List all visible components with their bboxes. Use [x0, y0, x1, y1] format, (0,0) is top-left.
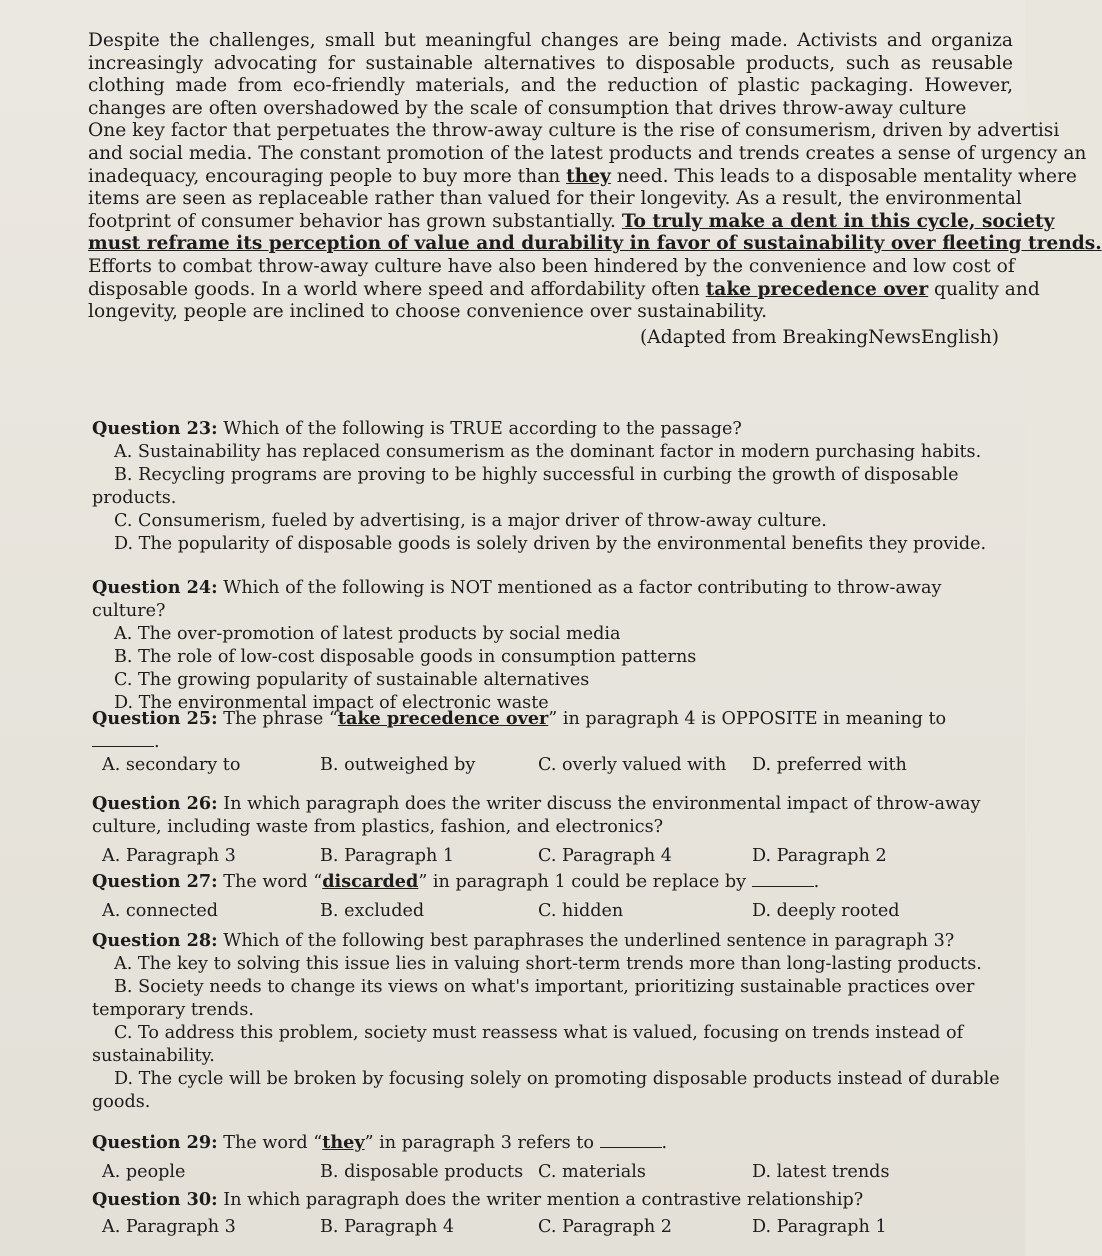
question-label: Question 27:	[92, 871, 218, 892]
question-23	[92, 417, 1007, 556]
answer-blank[interactable]	[600, 1133, 662, 1148]
option-b-continued: products.	[92, 488, 177, 508]
underlined-sentence: must reframe its perception of value and durability in favor of sustainability over fleeting trends.	[88, 233, 1102, 255]
question-29	[92, 1131, 1007, 1184]
option-a[interactable]: A. people	[102, 1162, 186, 1182]
underlined-sentence: To truly make a dent in this cycle, society	[621, 210, 1055, 232]
passage-text: inadequacy, encouraging people to buy more than	[88, 165, 561, 187]
passage-line: and social media. The constant promotion of the latest products and trends creates a sense of urgency an	[88, 142, 1087, 164]
question-label: Question 23:	[92, 418, 218, 439]
question-label: Question 29:	[92, 1132, 218, 1153]
option-b[interactable]: B. Paragraph 1	[320, 846, 455, 866]
option-c-continued: sustainability.	[92, 1046, 215, 1066]
option-d[interactable]: D. Paragraph 1	[752, 1217, 887, 1237]
question-24	[92, 576, 1007, 715]
option-a[interactable]: A. connected	[102, 901, 219, 921]
option-b[interactable]: B. The role of low-cost disposable goods in consumption patterns	[114, 647, 697, 667]
option-d[interactable]: D. deeply rooted	[752, 901, 900, 921]
question-label: Question 24:	[92, 577, 218, 598]
question-text: Which of the following best paraphrases the underlined sentence in paragraph 3?	[223, 931, 955, 951]
passage-line: items are seen as replaceable rather than valued for their longevity. As a result, the environmental	[88, 188, 1022, 210]
passage-line: increasingly advocating for sustainable alternatives to disposable products, such as reusable	[88, 52, 1013, 74]
passage-text: need. This leads to a disposable mentality where	[610, 165, 1077, 187]
question-text: In which paragraph does the writer discuss the environmental impact of throw-away	[223, 794, 981, 814]
passage-text: disposable goods. In a world where speed and affordability often	[88, 278, 706, 300]
option-b-continued: temporary trends.	[92, 1000, 254, 1020]
passage-line: clothing made from eco-friendly materials, and the reduction of plastic packaging. However,	[88, 75, 1013, 97]
option-b[interactable]: B. outweighed by	[320, 755, 476, 775]
question-text: Which of the following is TRUE according to the passage?	[223, 419, 742, 439]
question-label: Question 30:	[92, 1189, 218, 1210]
question-text-continued: culture, including waste from plastics, fashion, and electronics?	[92, 817, 664, 837]
target-phrase: take precedence over	[337, 708, 549, 729]
question-label: Question 25:	[92, 708, 218, 729]
option-c[interactable]: C. Paragraph 4	[538, 846, 672, 866]
option-a[interactable]: A. secondary to	[102, 755, 241, 775]
question-text: The word “	[223, 1133, 323, 1153]
question-30	[92, 1188, 1007, 1239]
option-c[interactable]: C. Consumerism, fueled by advertising, is a major driver of throw-away culture.	[114, 511, 827, 531]
reading-passage	[88, 30, 1102, 350]
option-c[interactable]: C. The growing popularity of sustainable alternatives	[114, 670, 590, 690]
question-label: Question 26:	[92, 793, 218, 814]
option-d[interactable]: D. The cycle will be broken by focusing solely on promoting disposable products instead of durable	[114, 1069, 1000, 1089]
question-text: Which of the following is NOT mentioned as a factor contributing to throw-away culture?	[92, 578, 942, 621]
passage-line: Efforts to combat throw-away culture have also been hindered by the convenience and low cost of	[88, 255, 1015, 277]
answer-blank[interactable]	[752, 872, 814, 887]
question-28	[92, 929, 1007, 1114]
passage-text: quality and	[928, 278, 1040, 300]
option-c[interactable]: C. materials	[538, 1162, 646, 1182]
option-b[interactable]: B. Recycling programs are proving to be highly successful in curbing the growth of disposable	[114, 465, 959, 485]
blank-period: .	[813, 872, 820, 892]
option-d[interactable]: D. Paragraph 2	[752, 846, 887, 866]
underlined-phrase: take precedence over	[705, 278, 929, 300]
passage-text: footprint of consumer behavior has grown substantially.	[88, 210, 622, 232]
question-text: The word “	[223, 872, 323, 892]
option-a[interactable]: A. The key to solving this issue lies in valuing short-term trends more than long-lasting products.	[114, 954, 982, 974]
option-d[interactable]: D. preferred with	[752, 755, 907, 775]
passage-line: Despite the challenges, small but meaningful changes are being made. Activists and organiza	[88, 30, 1013, 51]
answer-blank[interactable]	[92, 732, 154, 747]
option-c[interactable]: C. Paragraph 2	[538, 1217, 672, 1237]
target-word: discarded	[322, 871, 419, 892]
question-text: ” in paragraph 1 could be replace by	[418, 872, 747, 892]
option-a[interactable]: A. The over-promotion of latest products by social media	[114, 624, 621, 644]
option-c[interactable]: C. overly valued with	[538, 755, 727, 775]
option-d[interactable]: D. The popularity of disposable goods is solely driven by the environmental benefits they provide.	[114, 534, 987, 554]
option-a[interactable]: A. Sustainability has replaced consumerism as the dominant factor in modern purchasing habits.	[114, 442, 982, 462]
passage-line	[88, 233, 1102, 256]
option-b[interactable]: B. disposable products	[320, 1162, 524, 1182]
option-c[interactable]: C. To address this problem, society must reassess what is valued, focusing on trends instead of	[114, 1023, 964, 1043]
question-27	[92, 870, 1007, 923]
option-a[interactable]: A. Paragraph 3	[102, 846, 236, 866]
question-text: ” in paragraph 4 is OPPOSITE in meaning to	[548, 709, 947, 729]
passage-line	[88, 278, 1040, 302]
option-d-continued: goods.	[92, 1092, 151, 1112]
question-26	[92, 792, 1007, 868]
passage-line: One key factor that perpetuates the throw-away culture is the rise of consumerism, driven by advertisi	[88, 120, 1060, 142]
question-text: ” in paragraph 3 refers to	[364, 1133, 594, 1153]
option-b[interactable]: B. Society needs to change its views on what's important, prioritizing sustainable practices over	[114, 977, 975, 997]
question-text: The phrase “	[223, 709, 338, 729]
passage-line	[88, 210, 1055, 234]
option-d[interactable]: D. The environmental impact of electronic waste	[114, 693, 549, 713]
passage-line	[88, 165, 1077, 189]
option-a[interactable]: A. Paragraph 3	[102, 1217, 236, 1237]
passage-line: longevity, people are inclined to choose convenience over sustainability.	[88, 301, 767, 323]
blank-period: .	[154, 732, 160, 752]
underlined-word-they: they	[566, 165, 611, 187]
option-b[interactable]: B. Paragraph 4	[320, 1217, 455, 1237]
question-25	[92, 707, 1007, 777]
question-text: In which paragraph does the writer mention a contrastive relationship?	[223, 1190, 864, 1210]
question-label: Question 28:	[92, 930, 218, 951]
option-c[interactable]: C. hidden	[538, 901, 624, 921]
passage-source: (Adapted from BreakingNewsEnglish)	[640, 326, 999, 348]
target-word: they	[322, 1132, 365, 1153]
blank-period: .	[661, 1133, 668, 1153]
option-d[interactable]: D. latest trends	[752, 1162, 890, 1182]
passage-line: changes are often overshadowed by the scale of consumption that drives throw-away culture	[88, 97, 967, 119]
option-b[interactable]: B. excluded	[320, 901, 425, 921]
